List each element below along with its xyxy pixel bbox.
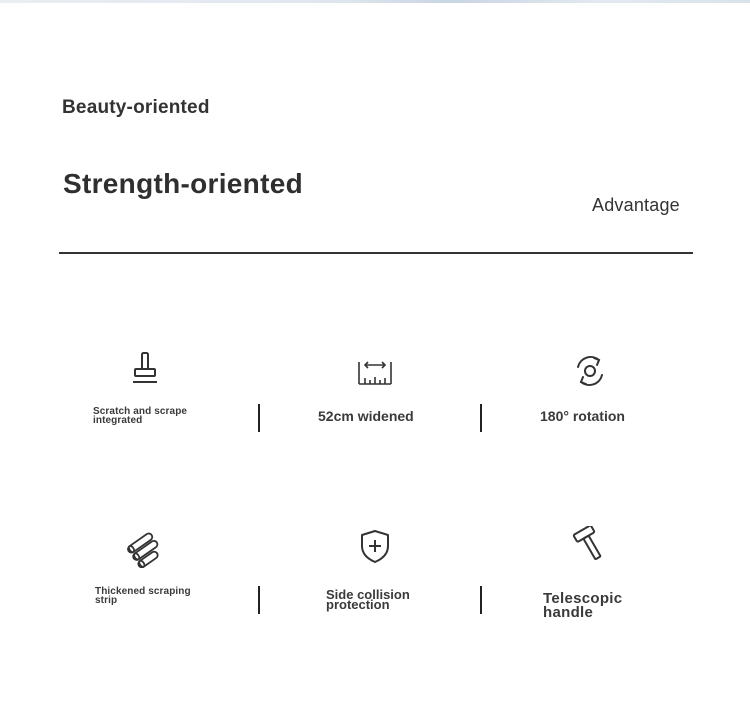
top-decorative-strip: [0, 0, 750, 3]
feature-label: Side collision protection: [326, 587, 410, 612]
advantage-label: Advantage: [592, 195, 680, 215]
feature-scratch-scrape: [45, 350, 245, 460]
rotation-icon: [572, 353, 608, 389]
beauty-oriented-heading: Beauty-oriented: [62, 97, 210, 118]
section-divider-line: [59, 252, 693, 254]
telescopic-handle-icon: [572, 526, 608, 562]
squeegee-icon: [127, 350, 163, 386]
feature-label: Scratch and scrape integrated: [93, 406, 188, 426]
vertical-divider: [480, 404, 482, 432]
vertical-divider: [258, 586, 260, 614]
feature-label: Thickened scraping strip: [95, 586, 191, 606]
feature-label: 180° rotation: [540, 408, 625, 424]
strength-oriented-heading: Strength-oriented: [63, 168, 303, 199]
feature-label: 52cm widened: [318, 408, 414, 424]
feature-label: Telescopic handle: [543, 590, 623, 621]
feature-180-rotation: [490, 350, 690, 460]
width-ruler-icon: [357, 354, 393, 390]
feature-side-collision: [275, 530, 475, 640]
shield-plus-icon: [357, 528, 393, 564]
rollers-icon: [127, 532, 163, 568]
vertical-divider: [258, 404, 260, 432]
feature-telescopic-handle: [490, 530, 690, 640]
feature-thickened-strip: [45, 530, 245, 640]
vertical-divider: [480, 586, 482, 614]
feature-52cm-widened: [275, 350, 475, 460]
